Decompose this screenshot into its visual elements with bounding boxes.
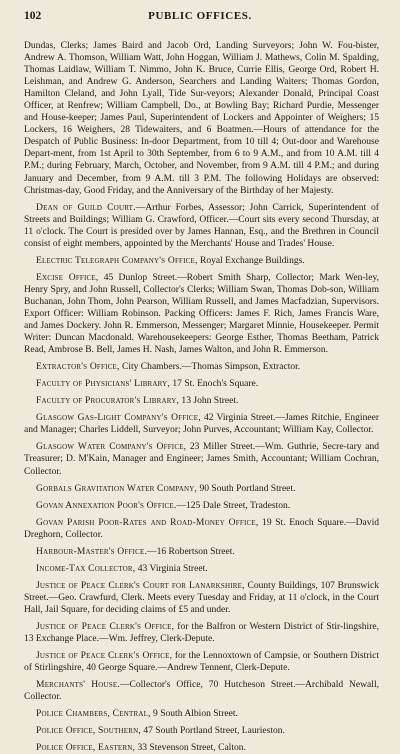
entry-heading: Govan Annexation Poor's Office. — [36, 499, 177, 511]
paragraph-gorbals-water: Gorbals Gravitation Water Company, 90 South Portland Street. — [36, 482, 296, 494]
entry-heading: Gorbals Gravitation Water Company, — [36, 482, 198, 494]
paragraph-police-eastern: Police Office, Eastern, 33 Stevenson Street, Calton. — [36, 742, 246, 754]
entry-heading: Merchants' House. — [36, 679, 120, 691]
paragraph-procurators-library: Faculty of Procurator's Library, 13 John Street. — [36, 395, 239, 407]
entry-heading: Dean of Guild Court. — [36, 201, 136, 213]
paragraph-govan-annexation: Govan Annexation Poor's Office.—125 Dale Street, Tradeston. — [36, 499, 291, 511]
paragraph-govan-parish: Govan Parish Poor-Rates and Road-Money Office, 19 St. Enoch Square.—David Dreghorn, Collector. — [24, 516, 379, 540]
paragraph-customs-continued: Dundas, Clerks; James Baird and Jacob Ord, Landing Surveyors; John W. Fou-bister, Andrew A. Thomson, William Watt, John Hoggan, William J. Mathews, Colin M. Spalding, Thomas Laidlaw, William T. Nimmo, John K. Bruce, Currie Ellis, George Ord, Robert H. Leishman, and Andrew G. Anderson, Searchers and Landing Waiters; Thomas Gordon, Hamilton Cleland, and John Lyall, Tide Sur-veyors; Alexander Donald, Principal Coast Officer, at Renfrew; William Campbell, Do., at Bowling Bay; Richard Purdie, Messenger and House-keeper; James Paul, Superintendent of Lockers and Appointer of Weighers; 15 Lockers, 16 Weighers, 28 Tidewaiters, and 6 Boatmen.—Hours of attendance for the Despatch of Public Business: In-door Department, from 10 till 4; Out-door and Warehouse Depart-ment, from 1st April to 30th September, from 6 to 9 A.M., and from 10 A.M. till 4 P.M.; during February, March, October, and November, from 9 A.M. till 4 P.M.; and during January and December, from 9 A.M. till 3 P.M. The following Holidays are observed: Christmas-day, Good Friday, and the Anniversary of the Birthday of her Majesty. — [24, 40, 379, 196]
entry-heading: Justice of Peace Clerk's Office, — [36, 650, 173, 662]
entry-heading: Glasgow Gas-Light Company's Office, — [36, 412, 201, 424]
entry-heading: Police Chambers, Central, — [36, 708, 151, 720]
entry-heading: Justice of Peace Clerk's Court for Lanarkshire, — [36, 579, 245, 591]
paragraph-physicians-library: Faculty of Physicians' Library, 17 St. Enoch's Square. — [36, 378, 259, 390]
entry-heading: Justice of Peace Clerk's Office, — [36, 620, 175, 632]
entry-heading: Electric Telegraph Company's Office, — [36, 254, 198, 266]
page-number: 102 — [24, 10, 42, 22]
paragraph-extractor: Extractor's Office, City Chambers.—Thomas Simpson, Extractor. — [36, 361, 301, 373]
paragraph-jp-lennoxtown: Justice of Peace Clerk's Office, for the Lennoxtown of Campsie, or Southern District of Stirlingshire, 40 George Square.—Andrew Tennent, Clerk-Depute. — [24, 650, 379, 674]
running-title: PUBLIC OFFICES. — [148, 10, 252, 22]
paragraph-gas-light: Glasgow Gas-Light Company's Office, 42 Virginia Street.—James Ritchie, Engineer and Manager; Charles Liddell, Surveyor; John Purves, Accountant; William Kay, Collector. — [24, 412, 379, 436]
entry-heading: Glasgow Water Company's Office, — [36, 441, 187, 453]
entry-heading: Govan Parish Poor-Rates and Road-Money Office, — [36, 516, 259, 528]
entry-heading: Harbour-Master's Office. — [36, 545, 148, 557]
entry-heading: Excise Office, — [36, 271, 99, 283]
document-body — [24, 40, 379, 754]
paragraph-dean-of-guild: Dean of Guild Court.—Arthur Forbes, Assessor; John Carrick, Superintendent of Streets and Buildings; William G. Crawford, Officer.—Court sits every second Thursday, at 11 o'clock. The Court is presided over by James Hannan, Esq., and the Brethren in Council consist of eight members, appointed by the Merchants' House and Trades' House. — [24, 201, 379, 249]
paragraph-water-company: Glasgow Water Company's Office, 23 Miller Street.—Wm. Guthrie, Secre-tary and Treasurer; D. M'Kain, Manager and Engineer; James Smith, Accountant; William Cochran, Collector. — [24, 441, 379, 477]
paragraph-telegraph: Electric Telegraph Company's Office, Royal Exchange Buildings. — [36, 254, 305, 266]
paragraph-police-southern: Police Office, Southern, 47 South Portland Street, Laurieston. — [36, 725, 285, 737]
paragraph-jp-lanarkshire: Justice of Peace Clerk's Court for Lanarkshire, County Buildings, 107 Brunswick Street.—Geo. Crawfurd, Clerk. Meets every Tuesday and Friday, at 11 o'clock, in the Court Hall, Jail Square, for deciding claims of £5 and under. — [24, 579, 379, 615]
entry-heading: Income-Tax Collector, — [36, 562, 136, 574]
paragraph-police-central: Police Chambers, Central, 9 South Albion Street. — [36, 708, 238, 720]
entry-heading: Faculty of Physicians' Library, — [36, 378, 171, 390]
paragraph-merchants-house: Merchants' House.—Collector's Office, 70 Hutcheson Street.—Archibald Newall, Collector. — [24, 679, 379, 703]
paragraph-excise: Excise Office, 45 Dunlop Street.—Robert Smith Sharp, Collector; Mark Wen-ley, Henry Spry, and John Russell, Collector's Clerks; William Swan, Thomas Dob-son, William Buchanan, John Thom, John Pearson, William Russell, and James Macfadzian, Supervisors. Export Officer: William Robinson. Packing Officers: James F. Rich, James Francis Ware, and James Dockery. John R. Emmerson, Messenger; Margaret Minnie, Housekeeper. Permit Writer: Duncan Macdonald. Warehousekeepers: George Esther, Thomas Beetham, Patrick Read, Ambrose B. Bell, James H. Nash, James Walton, and John R. Emmerson. — [24, 271, 379, 356]
entry-heading: Police Office, Southern, — [36, 725, 141, 737]
paragraph-income-tax: Income-Tax Collector, 43 Virginia Street. — [36, 562, 208, 574]
paragraph-harbour-master: Harbour-Master's Office.—16 Robertson Street. — [36, 545, 235, 557]
entry-heading: Police Office, Eastern, — [36, 742, 136, 754]
entry-heading: Faculty of Procurator's Library, — [36, 395, 180, 407]
paragraph-jp-balfron: Justice of Peace Clerk's Office, for the Balfron or Western District of Stir-lingshire, 13 Exchange Place.—Wm. Jeffrey, Clerk-Depute. — [24, 620, 379, 645]
entry-heading: Extractor's Office, — [36, 361, 120, 373]
